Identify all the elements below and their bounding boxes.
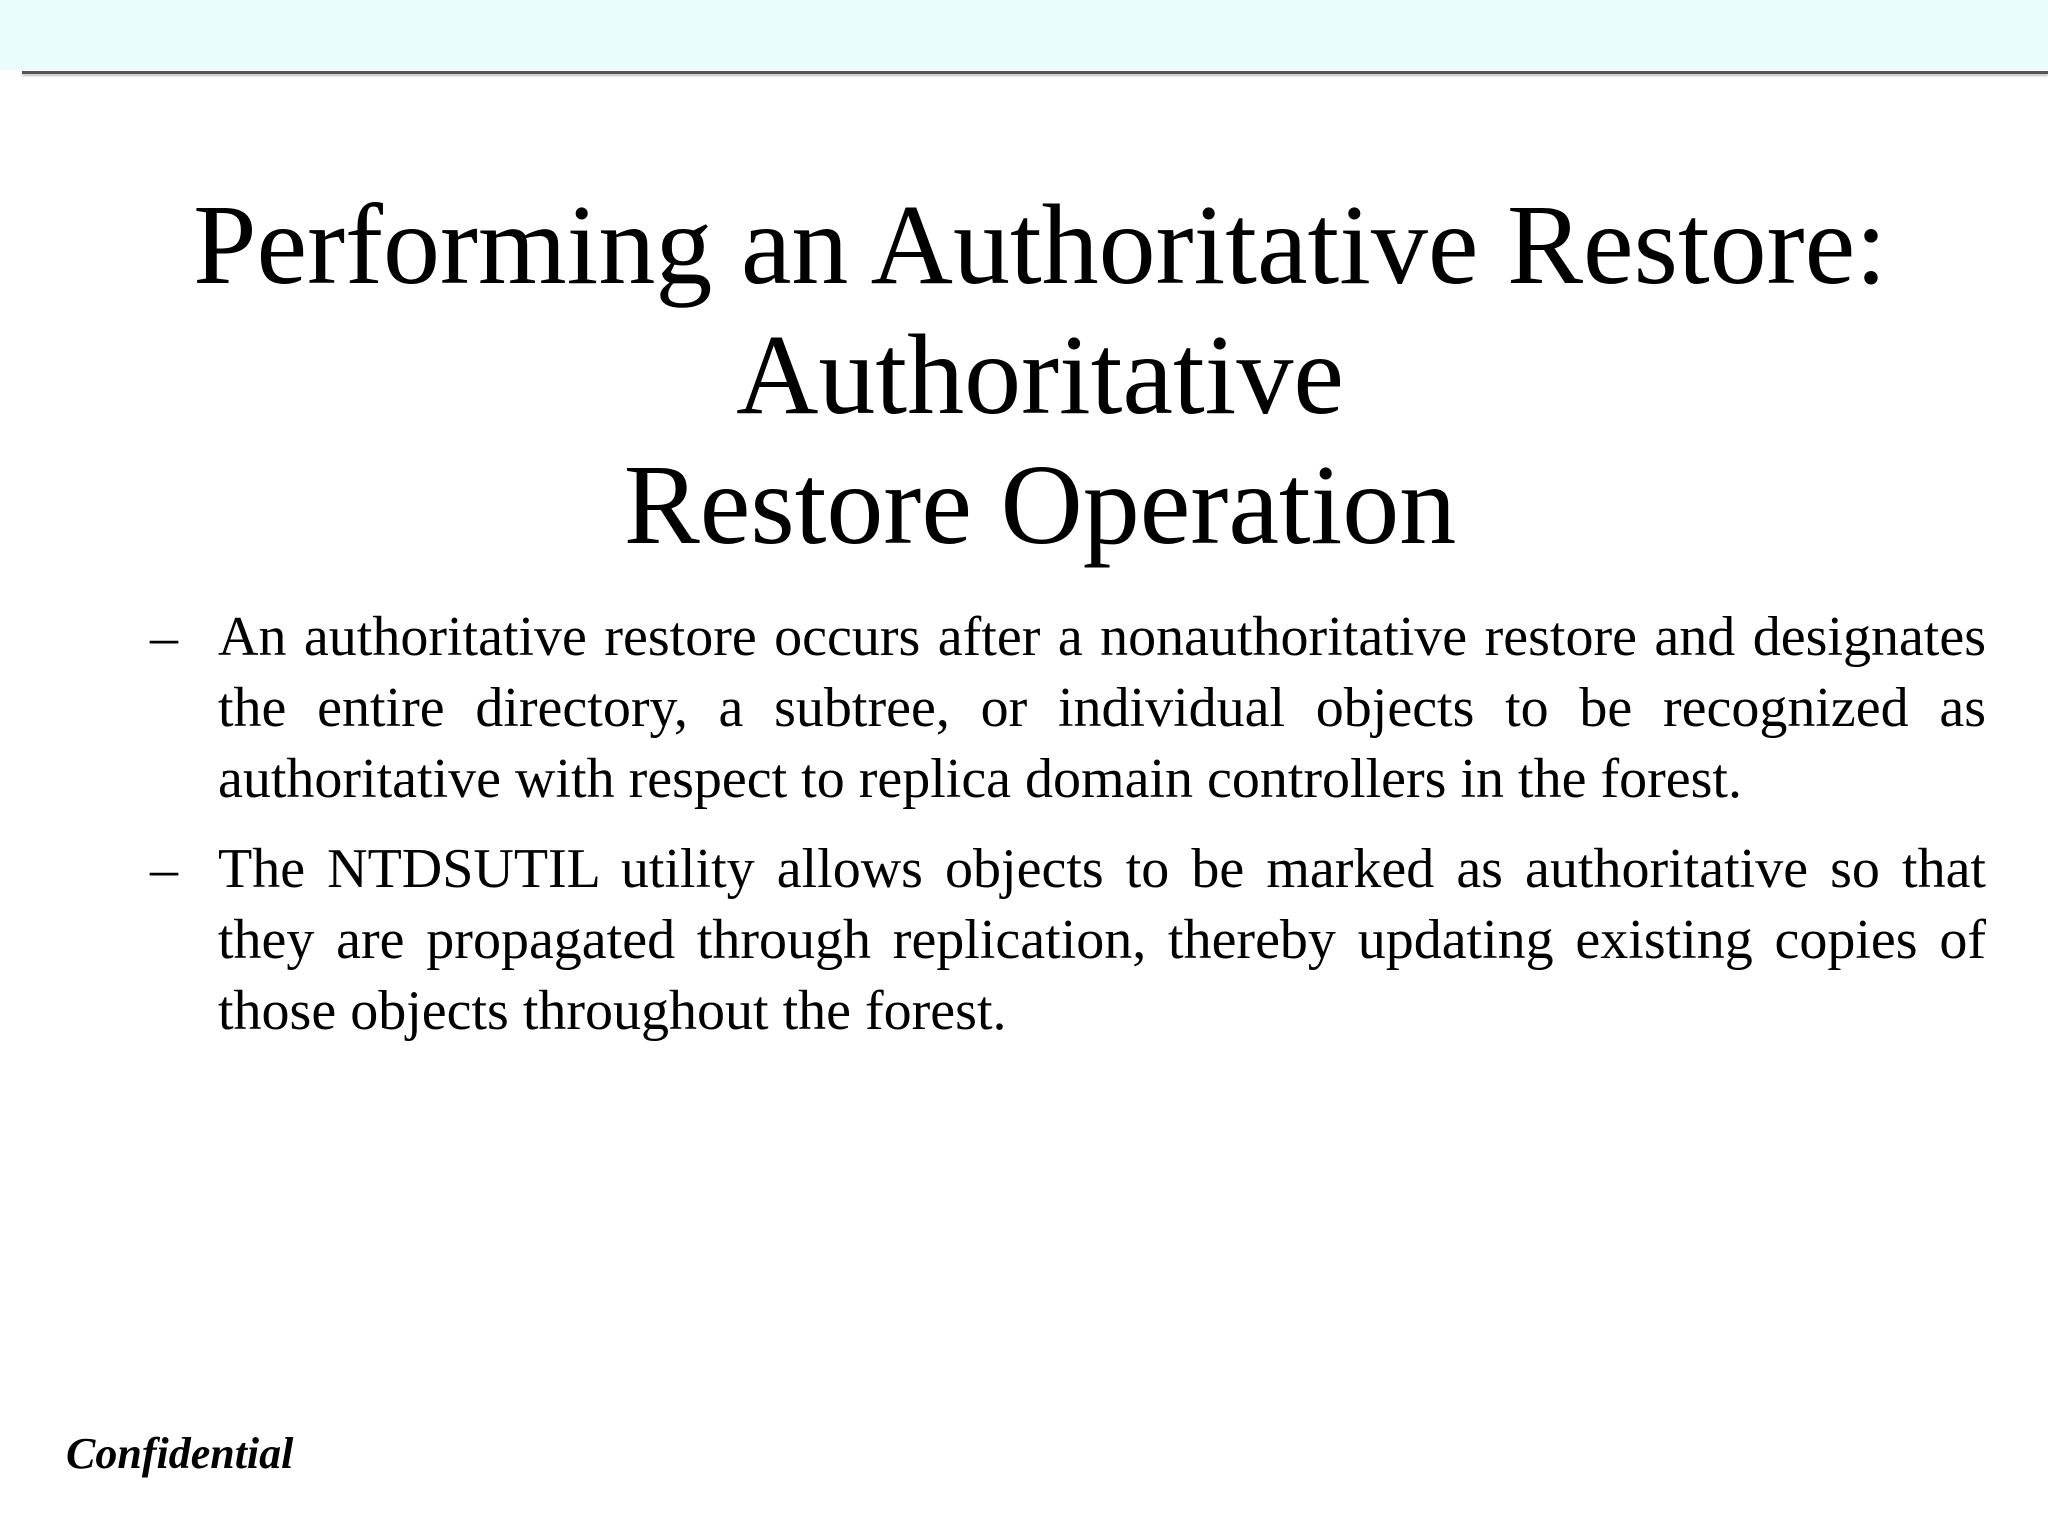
slide-title (100, 180, 1980, 570)
confidential-label: Confidential (66, 1429, 294, 1478)
bullet-list (150, 602, 1986, 1066)
slide-title-line-3: Restore Operation (623, 441, 1457, 568)
slide-title-line-1: Performing an Authoritative Restore: (193, 181, 1887, 308)
header-divider (22, 71, 2048, 74)
header-band (0, 0, 2048, 70)
bullet-text: An authoritative restore occurs after a nonauthoritative restore and designates the entire directory, a subtree, or individual objects to be recognized as authoritative with respect to replica domain controllers in the forest. (218, 606, 1986, 810)
slide-title-line-2: Authoritative (736, 311, 1344, 438)
dash-bullet-icon: – (150, 606, 178, 668)
bullet-text: The NTDSUTIL utility allows objects to be marked as authoritative so that they are propagated through replication, thereby updating existing copies of those objects throughout the forest. (218, 838, 1986, 1042)
bullet-item (150, 834, 1986, 1047)
bullet-item (150, 602, 1986, 815)
dash-bullet-icon: – (150, 838, 178, 900)
